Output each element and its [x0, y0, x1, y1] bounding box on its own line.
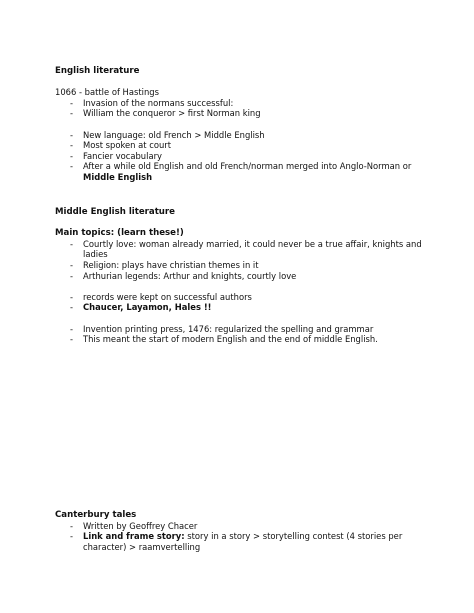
list-item: - Fancier vocabulary — [70, 150, 162, 161]
battle-line: 1066 - battle of Hastings — [55, 87, 159, 98]
list-item: - New language: old French > Middle English — [70, 129, 265, 140]
list-item: - records were kept on successful authors — [70, 291, 252, 302]
list-item: - Arthurian legends: Arthur and knights, courtly love — [70, 270, 297, 281]
section-english-literature — [55, 66, 424, 183]
section-middle-english — [55, 207, 424, 345]
list-item-authors: - Chaucer, Layamon, Hales !! — [70, 302, 212, 313]
heading-canterbury-tales: Canterbury tales — [55, 510, 137, 520]
list-topics — [55, 239, 424, 281]
list-item: - Invasion of the normans successful: — [70, 97, 234, 108]
list-item: - Invention printing press, 1476: regularized the spelling and grammar — [70, 323, 374, 334]
section-canterbury-tales — [55, 510, 424, 552]
list-norman-invasion — [55, 98, 424, 119]
heading-english-literature: English literature — [55, 66, 140, 76]
list-item: - Most spoken at court — [70, 140, 171, 151]
list-authors — [55, 292, 424, 313]
list-item-frame-story: - Link and frame story: story in a story > storytelling contest (4 stories per character) > raamvertelling — [70, 531, 403, 552]
list-language — [55, 130, 424, 183]
heading-main-topics: Main topics: (learn these!) — [55, 228, 184, 239]
list-item-anglo-norman: - After a while old English and old French/norman merged into Anglo-Norman or Middle English — [70, 161, 412, 182]
list-item: - Written by Geoffrey Chacer — [70, 520, 198, 531]
list-canterbury — [55, 521, 424, 553]
list-item: - This meant the start of modern English and the end of middle English. — [70, 334, 378, 345]
list-item: - Courtly love: woman already married, it could never be a true affair, knights and ladies — [70, 238, 422, 260]
list-item: - Religion: plays have christian themes in it — [70, 259, 259, 270]
list-item: - William the conqueror > first Norman king — [70, 108, 261, 119]
list-printing — [55, 324, 424, 345]
heading-middle-english: Middle English literature — [55, 207, 175, 217]
